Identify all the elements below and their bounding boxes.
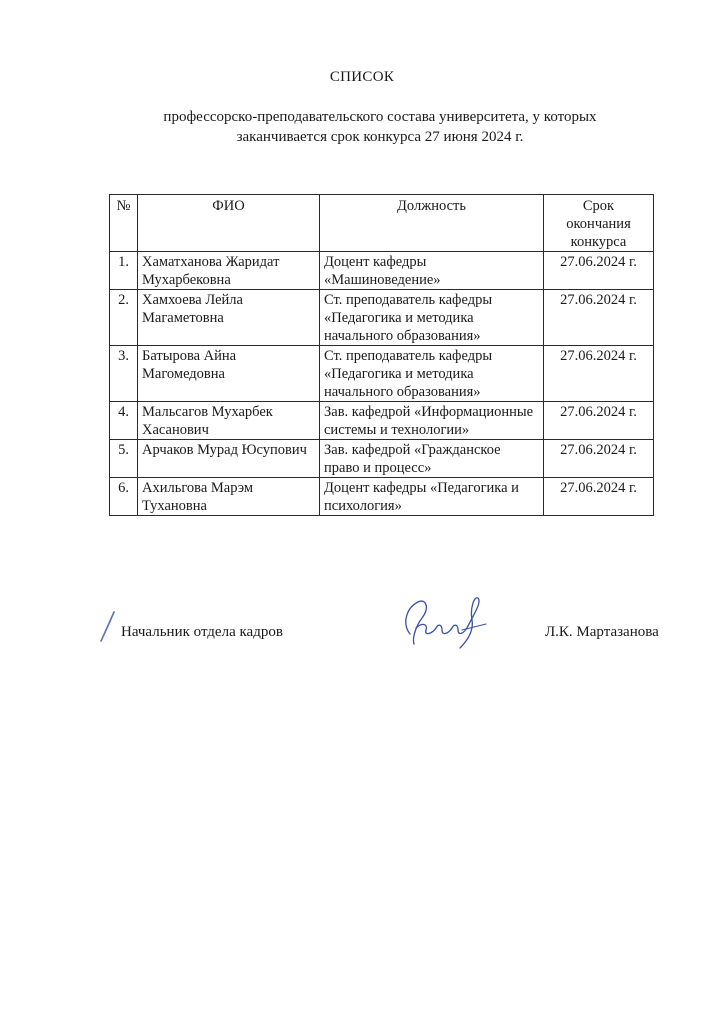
row-position: Ст. преподаватель кафедры «Педагогика и методика начального образования» (320, 346, 544, 402)
table-row (110, 290, 654, 346)
row-position: Зав. кафедрой «Гражданское право и процесс» (320, 440, 544, 478)
table-row (110, 252, 654, 290)
table-row (110, 346, 654, 402)
header-name: ФИО (138, 195, 320, 252)
row-num: 1. (110, 252, 138, 290)
row-date: 27.06.2024 г. (544, 346, 654, 402)
subtitle-line-2: заканчивается срок конкурса 27 июня 2024 г. (236, 129, 524, 145)
subtitle-line-1: профессорско-преподавательского состава университета, у которых (163, 109, 597, 125)
row-date: 27.06.2024 г. (544, 478, 654, 516)
row-num: 4. (110, 402, 138, 440)
row-num: 2. (110, 290, 138, 346)
pen-mark-icon (98, 610, 118, 644)
header-date (544, 195, 654, 252)
header-date-line-1: Срок (582, 198, 615, 214)
row-name: Хаматханова Жаридат Мухарбековна (138, 252, 320, 290)
document-subtitle (120, 107, 640, 147)
staff-table (109, 194, 654, 516)
row-name: Батырова Айна Магомедовна (138, 346, 320, 402)
signature-icon (392, 594, 492, 654)
header-date-line-3: конкурса (570, 234, 627, 250)
row-position: Зав. кафедрой «Информационные системы и технологии» (320, 402, 544, 440)
row-date: 27.06.2024 г. (544, 440, 654, 478)
signatory-role: Начальник отдела кадров (121, 624, 283, 640)
row-date: 27.06.2024 г. (544, 290, 654, 346)
row-position: Ст. преподаватель кафедры «Педагогика и методика начального образования» (320, 290, 544, 346)
header-position: Должность (320, 195, 544, 252)
table-row (110, 440, 654, 478)
table-row (110, 402, 654, 440)
row-name: Хамхоева Лейла Магаметовна (138, 290, 320, 346)
table-row (110, 478, 654, 516)
row-num: 5. (110, 440, 138, 478)
row-name: Мальсагов Мухарбек Хасанович (138, 402, 320, 440)
row-num: 6. (110, 478, 138, 516)
row-position: Доцент кафедры «Машиноведение» (320, 252, 544, 290)
row-name: Ахильгова Марэм Тухановна (138, 478, 320, 516)
document-title: СПИСОК (329, 69, 395, 85)
header-date-line-2: окончания (566, 216, 631, 232)
row-position: Доцент кафедры «Педагогика и психология» (320, 478, 544, 516)
row-name: Арчаков Мурад Юсупович (138, 440, 320, 478)
header-num: № (110, 195, 138, 252)
row-date: 27.06.2024 г. (544, 402, 654, 440)
table-header-row (110, 195, 654, 252)
signatory-name: Л.К. Мартазанова (545, 624, 659, 640)
row-num: 3. (110, 346, 138, 402)
row-date: 27.06.2024 г. (544, 252, 654, 290)
